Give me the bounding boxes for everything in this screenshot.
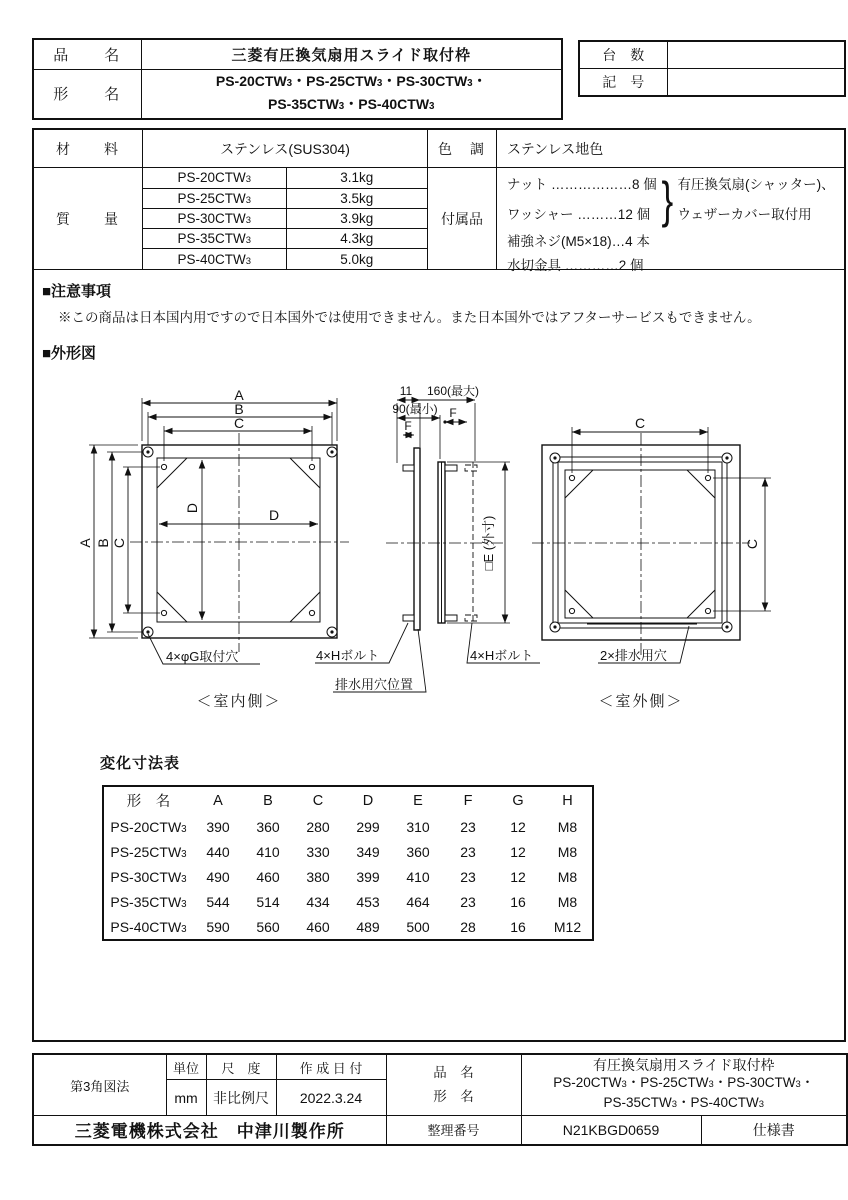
dim-cell: PS-20CTW3	[110, 818, 187, 835]
corner-gussets	[565, 470, 715, 618]
model-line-1: PS-20CTW3・PS-25CTW3・PS-30CTW3・	[215, 72, 487, 89]
mass-model: PS-40CTW3	[143, 249, 286, 269]
item-name-label: 品 名	[33, 39, 141, 69]
dim-cell: 490	[206, 868, 230, 885]
drain-hole-note: 2×排水用穴	[600, 648, 667, 663]
dim-header: B	[263, 792, 273, 809]
dim-header: H	[562, 792, 573, 809]
dim-b-side: B	[95, 538, 111, 548]
dim-cell: 12	[510, 818, 526, 835]
dim-cell: 514	[256, 893, 280, 910]
footer-product-values	[521, 1054, 847, 1116]
accessory-group-left	[507, 170, 657, 230]
mass-table-wrap	[143, 168, 428, 270]
accessory-label: 付属品	[428, 168, 497, 270]
mass-weight: 3.9kg	[286, 208, 427, 228]
dim-cell: PS-35CTW3	[110, 893, 187, 910]
units-label: 台 数	[579, 41, 667, 69]
dim-cell: 590	[206, 918, 230, 935]
model-name-label: 形 名	[33, 69, 141, 119]
dim-cell: 349	[356, 843, 380, 860]
drain-hole-position-note: 排水用穴位置	[335, 677, 414, 692]
accessory-screw: 補強ネジ(M5×18)…4 本	[507, 234, 650, 249]
accessory-group-note	[677, 170, 834, 230]
dim-cell: 453	[356, 893, 380, 910]
outline-drawing	[34, 375, 846, 765]
dim-cell: 500	[406, 918, 430, 935]
footer-name-labels	[386, 1054, 521, 1116]
mark-label: 記 号	[579, 69, 667, 97]
dim-cell: M8	[557, 843, 578, 860]
projection-method: 第3角図法	[33, 1054, 166, 1116]
dim-f-left: F	[404, 419, 412, 433]
brace-icon: }	[661, 172, 673, 228]
accessory-note-1: 有圧換気扇(シャッター)、	[677, 177, 835, 192]
footer-product-name: 有圧換気扇用スライド取付枠	[592, 1057, 775, 1073]
dim-b-top: B	[234, 401, 244, 417]
date-value: 2022.3.24	[276, 1080, 386, 1116]
color-value: ステンレス地色	[497, 130, 846, 168]
indoor-caption: ＜室内側＞	[196, 693, 282, 710]
dim-header: D	[362, 792, 374, 809]
dim-header: A	[213, 792, 223, 809]
ref-number-value: N21KBGD0659	[521, 1116, 701, 1145]
table-row	[103, 914, 593, 940]
dim-header: F	[463, 792, 473, 809]
main-content-box	[32, 128, 846, 1042]
dim-header: C	[312, 792, 324, 809]
bolt-note-left: 4×Hボルト	[316, 648, 380, 663]
accessory-nut: ナット ………………8 個	[507, 177, 657, 192]
units-mark-table	[578, 40, 846, 97]
mass-model: PS-25CTW3	[143, 188, 286, 208]
dim-cell: 460	[256, 868, 280, 885]
indoor-view	[77, 387, 349, 710]
dim-cell: PS-25CTW3	[110, 843, 187, 860]
dim-90-min: 90(最小)	[392, 402, 438, 416]
dim-cell: 310	[406, 818, 430, 835]
scale-value: 非比例尺	[206, 1080, 276, 1116]
table-row	[103, 839, 593, 864]
dim-cell: 23	[460, 893, 476, 910]
mark-value	[667, 69, 845, 97]
dim-cell: M12	[553, 918, 582, 935]
dim-cell: 410	[406, 868, 430, 885]
company-name: 三菱電機株式会社 中津川製作所	[33, 1116, 386, 1145]
dim-a-side: A	[77, 538, 93, 548]
dim-c-top: C	[634, 415, 646, 431]
material-label: 材 料	[34, 130, 143, 168]
accessory-value	[497, 168, 846, 273]
accessory-lines	[507, 170, 846, 278]
date-label: 作 成 日 付	[276, 1054, 386, 1080]
model-line-2: PS-35CTW3・PS-40CTW3	[268, 95, 435, 112]
dim-cell: 544	[206, 893, 230, 910]
dim-cell: 23	[460, 843, 476, 860]
dim-header: G	[512, 792, 524, 809]
dim-cell: PS-30CTW3	[110, 868, 187, 885]
product-name: 三菱有圧換気扇用スライド取付枠	[141, 39, 562, 69]
doc-type: 仕様書	[701, 1116, 847, 1145]
material-value: ステンレス(SUS304)	[143, 130, 428, 168]
mass-label: 質 量	[34, 168, 143, 270]
dim-cell: 390	[206, 818, 230, 835]
footer-model-line-1: PS-20CTW3・PS-25CTW3・PS-30CTW3・	[553, 1075, 815, 1090]
outdoor-view	[532, 415, 771, 710]
dim-cell: 12	[510, 868, 526, 885]
mass-table	[143, 168, 427, 269]
dim-cell: 23	[460, 818, 476, 835]
dim-header: 形 名	[126, 794, 171, 810]
notes-body: ※この商品は日本国内用ですので日本国外では使用できません。また日本国外ではアフターサービスもできません。	[58, 310, 761, 325]
dim-cell: 489	[356, 918, 380, 935]
dim-cell: 434	[306, 893, 330, 910]
dim-cell: 560	[256, 918, 280, 935]
dim-cell: 360	[256, 818, 280, 835]
bolt-note-right: 4×Hボルト	[470, 648, 534, 663]
mass-model: PS-35CTW3	[143, 229, 286, 249]
mass-weight: 5.0kg	[340, 251, 374, 267]
table-row	[103, 814, 593, 839]
units-value	[667, 41, 845, 69]
unit-value: mm	[166, 1080, 206, 1116]
mounting-hole-note: 4×φG取付穴	[166, 649, 239, 664]
ref-number-label: 整理番号	[386, 1116, 521, 1145]
dim-cell: 299	[356, 818, 380, 835]
dim-c-top: C	[233, 415, 245, 431]
mass-model: PS-30CTW3	[143, 208, 286, 228]
dim-cell: 12	[510, 843, 526, 860]
dim-d-horizontal: D	[268, 507, 280, 523]
footer-item-label: 品 名	[433, 1065, 474, 1080]
title-block-table	[32, 38, 563, 120]
table-row	[103, 889, 593, 914]
dim-cell: 28	[460, 918, 476, 935]
accessory-brace-group	[507, 170, 846, 230]
table-row	[103, 864, 593, 889]
dim-header: E	[413, 792, 423, 809]
dim-cell: 440	[206, 843, 230, 860]
dim-cell: 410	[256, 843, 280, 860]
outdoor-caption: ＜室外側＞	[598, 693, 684, 710]
dim-e-outer: □E (外寸)	[481, 515, 496, 571]
dim-d-vertical: D	[184, 502, 200, 514]
mass-weight: 3.5kg	[286, 188, 427, 208]
dim-cell: PS-40CTW3	[110, 918, 187, 935]
scale-label: 尺 度	[206, 1054, 276, 1080]
dim-cell: 380	[306, 868, 330, 885]
accessory-drip: 水切金具 …………2 個	[507, 258, 644, 273]
dim-cell: 280	[306, 818, 330, 835]
dim-table-title: 変化寸法表	[100, 755, 181, 772]
unit-label: 単位	[166, 1054, 206, 1080]
dim-cell: 16	[510, 918, 526, 935]
dim-c-side: C	[111, 537, 127, 549]
dim-cell: 360	[406, 843, 430, 860]
mass-weight: 3.1kg	[286, 168, 427, 188]
footer-model-label: 形 名	[433, 1089, 474, 1104]
side-view	[315, 383, 540, 692]
accessory-washer: ワッシャー ………12 個	[507, 207, 651, 222]
dim-cell: M8	[557, 893, 578, 910]
dim-160-max: 160(最大)	[426, 384, 480, 398]
dim-cell: 330	[306, 843, 330, 860]
footer-model-line-2: PS-35CTW3・PS-40CTW3	[603, 1095, 765, 1110]
dim-cell: 460	[306, 918, 330, 935]
dim-f-right: F	[449, 406, 457, 420]
corner-gussets	[157, 458, 320, 622]
notes-heading: ■注意事項	[42, 283, 112, 300]
mass-model: PS-20CTW3	[143, 168, 286, 188]
dim-cell: M8	[557, 818, 578, 835]
dim-table	[102, 785, 594, 941]
dim-a-top: A	[234, 387, 244, 403]
dim-cell: 23	[460, 868, 476, 885]
dim-cell: 399	[356, 868, 380, 885]
mass-weight: 4.3kg	[286, 229, 427, 249]
footer-title-block	[32, 1053, 848, 1146]
drawing-heading: ■外形図	[42, 345, 97, 362]
dim-c-side: C	[744, 538, 760, 550]
dim-cell: 464	[406, 893, 430, 910]
dim-11: 11	[399, 384, 413, 398]
dim-cell: 16	[510, 893, 526, 910]
color-label: 色 調	[428, 130, 497, 168]
dim-cell: M8	[557, 868, 578, 885]
accessory-note-2: ウェザーカバー取付用	[677, 207, 812, 222]
model-names	[141, 69, 562, 119]
